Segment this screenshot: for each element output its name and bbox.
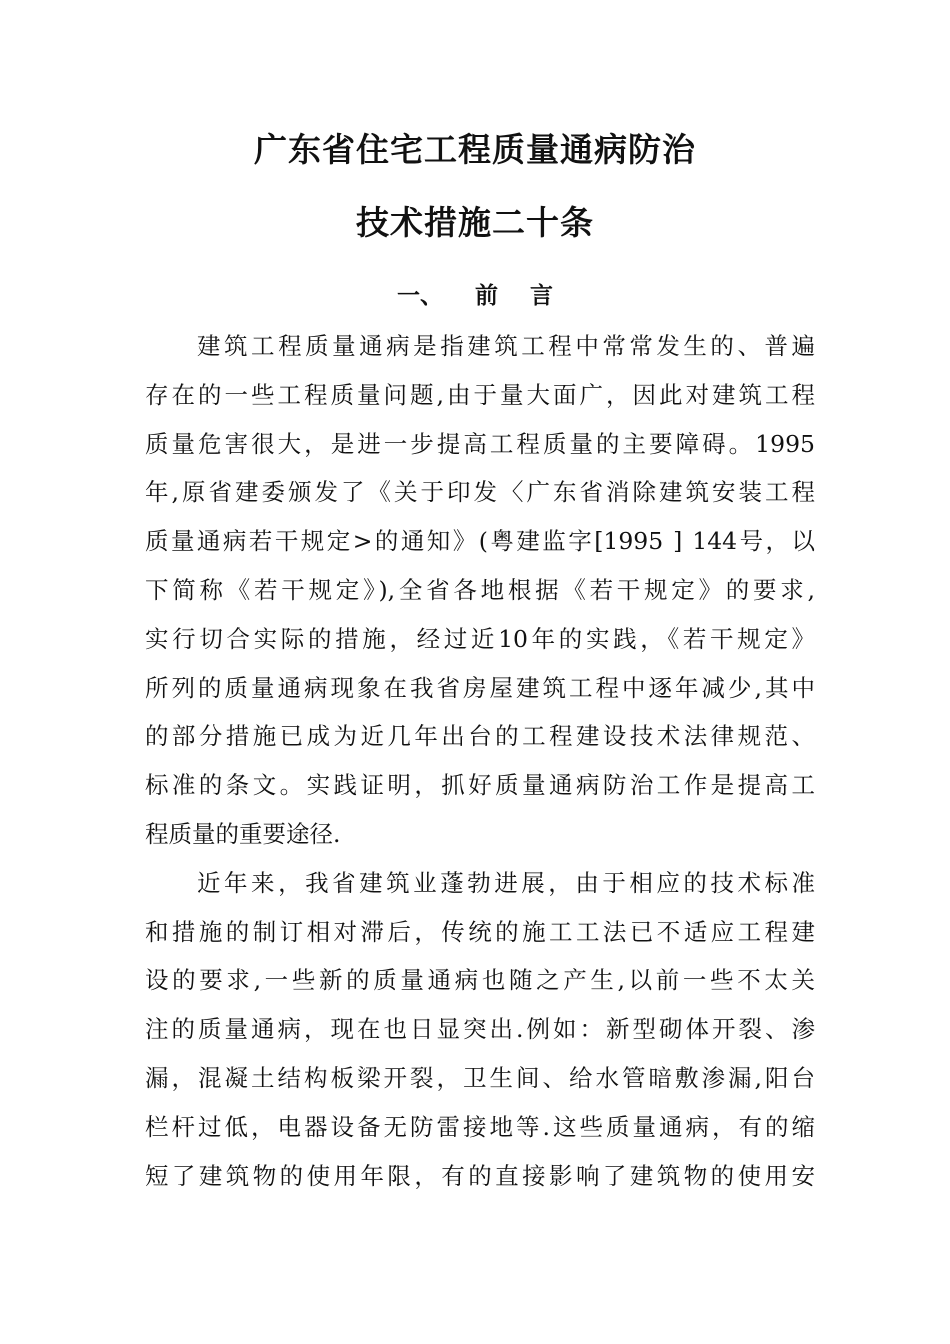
paragraph-2 bbox=[145, 859, 815, 1201]
paragraph-line: 所列的质量通病现象在我省房屋建筑工程中逐年减少,其中 bbox=[145, 673, 815, 702]
paragraph-line: 的部分措施已成为近几年出台的工程建设技术法律规范、 bbox=[145, 722, 815, 751]
paragraph-line: 设的要求,一些新的质量通病也随之产生,以前一些不太关 bbox=[145, 966, 815, 995]
paragraph-1 bbox=[145, 322, 815, 859]
paragraph-line: 注的质量通病，现在也日显突出.例如：新型砌体开裂、渗 bbox=[145, 1015, 815, 1044]
paragraph-line: 质量危害很大，是进一步提高工程质量的主要障碍。1995 bbox=[145, 429, 815, 458]
paragraph-line: 建筑工程质量通病是指建筑工程中常常发生的、普遍 bbox=[197, 332, 815, 360]
document-title-line-2: 技术措施二十条 bbox=[356, 203, 594, 242]
paragraph-line: 存在的一些工程质量问题,由于量大面广，因此对建筑工程 bbox=[145, 380, 815, 409]
paragraph-line: 标准的条文。实践证明，抓好质量通病防治工作是提高工 bbox=[145, 771, 815, 800]
document-title-line-1: 广东省住宅工程质量通病防治 bbox=[254, 130, 696, 169]
paragraph-line: 实行切合实际的措施，经过近10年的实践，《若干规定》 bbox=[145, 624, 815, 653]
paragraph-line: 下简称《若干规定》),全省各地根据《若干规定》的要求, bbox=[145, 575, 815, 604]
paragraph-line: 年,原省建委颁发了《关于印发〈广东省消除建筑安装工程 bbox=[145, 478, 815, 507]
section-heading-preface: 一、 前 言 bbox=[396, 283, 554, 309]
paragraph-line: 漏，混凝土结构板梁开裂，卫生间、给水管暗敷渗漏,阳台 bbox=[145, 1063, 815, 1092]
paragraph-line: 栏杆过低，电器设备无防雷接地等.这些质量通病，有的缩 bbox=[145, 1112, 815, 1141]
paragraph-line: 质量通病若干规定>的通知》(粤建监字[1995 ] 144号，以 bbox=[145, 527, 815, 556]
paragraph-line: 和措施的制订相对滞后，传统的施工工法已不适应工程建 bbox=[145, 917, 815, 946]
paragraph-line: 短了建筑物的使用年限，有的直接影响了建筑物的使用安 bbox=[145, 1161, 815, 1190]
paragraph-line: 程质量的重要途径. bbox=[145, 819, 341, 848]
document-body bbox=[145, 322, 815, 1200]
paragraph-line: 近年来，我省建筑业蓬勃进展，由于相应的技术标准 bbox=[197, 868, 815, 897]
